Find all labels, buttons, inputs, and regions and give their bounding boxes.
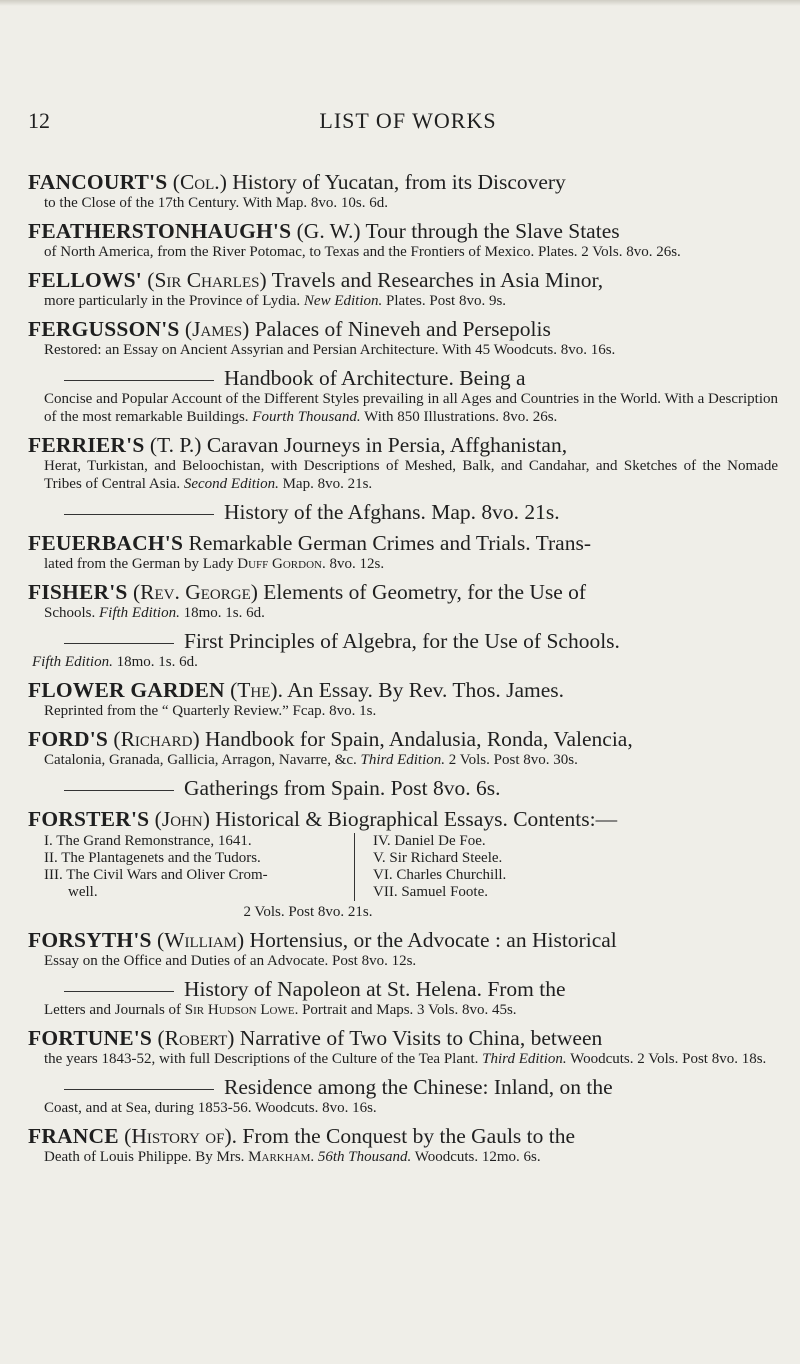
work-title: Tour through the Slave States [365,219,620,243]
ditto-rule [64,514,214,515]
work-detail: 2 Vols. Post 8vo. 21s. [243,904,373,920]
work-title: History of the Afghans. Map. 8vo. 21s. [224,500,560,524]
work-title: History of Yucatan, from its Discovery [232,170,566,194]
author-name: FERGUSSON'S [28,317,180,341]
work-title: Caravan Journeys in Persia, Affghanistan, [206,433,568,457]
list-item: FORTUNE'S (Robert) Narrative of Two Visits to China, between the years 1843-52, with full Descriptions of the Culture of the Tea Plant. Third Edition. Woodcuts. 2 Vols. Post 8vo. 18s. [28,1026,778,1068]
work-detail: Fifth Edition. 18mo. 1s. 6d. [32,654,198,670]
work-title: Remarkable German Crimes and Trials. Trans- [188,531,591,555]
works-list [28,170,778,1173]
author-paren: John [161,807,203,831]
work-title: Gatherings from Spain. Post 8vo. 6s. [184,776,501,800]
work-title: Residence among the Chinese: Inland, on the [224,1075,613,1099]
author-paren: William [164,928,237,952]
list-item [28,629,778,671]
work-detail: to the Close of the 17th Century. With Map. 8vo. 10s. 6d. [44,195,388,211]
author-paren: G. W. [303,219,354,243]
work-detail: more particularly in the Province of Lydia. New Edition. Plates. Post 8vo. 9s. [44,293,507,309]
author-paren: James [192,317,243,341]
work-detail: Reprinted from the “ Quarterly Review.” Fcap. 8vo. 1s. [44,703,377,719]
contents-table [28,833,778,901]
author-name: FEATHERSTONHAUGH'S [28,219,292,243]
author-name: FISHER'S [28,580,128,604]
author-name: FERRIER'S [28,433,145,457]
list-item: FISHER'S (Rev. George) Elements of Geometry, for the Use of Schools. Fifth Edition. 18mo. 1s. 6d. [28,580,778,622]
page-number: 12 [28,108,50,133]
work-detail: Schools. Fifth Edition. 18mo. 1s. 6d. [44,605,265,621]
author-name: FORSYTH'S [28,928,152,952]
work-title: Handbook for Spain, Andalusia, Ronda, Valencia, [204,727,633,751]
ditto-rule [64,380,214,381]
list-item [28,977,778,1019]
author-paren: History of [131,1124,225,1148]
running-title: LIST OF WORKS [319,108,497,133]
ditto-rule [64,991,174,992]
page-header [28,108,788,138]
list-item: FEATHERSTONHAUGH'S (G. W.) Tour through the Slave States of North America, from the River Potomac, to Texas and the Frontiers of Mexico. Plates. 2 Vols. 8vo. 26s. [28,219,778,261]
work-title: Hortensius, or the Advocate : an Historical [249,928,617,952]
author-paren: Richard [120,727,193,751]
ditto-rule [64,790,174,791]
work-detail: Essay on the Office and Duties of an Advocate. Post 8vo. 12s. [44,953,417,969]
list-item: FRANCE (History of). From the Conquest by the Gauls to the Death of Louis Philippe. By Mrs. Markham. 56th Thousand. Woodcuts. 12mo. 6s. [28,1124,778,1166]
work-detail: Catalonia, Granada, Gallicia, Arragon, Navarre, &c. Third Edition. 2 Vols. Post 8vo. 30s. [44,752,578,768]
work-detail: Coast, and at Sea, during 1853-56. Woodcuts. 8vo. 16s. [44,1100,377,1116]
list-item [28,366,778,426]
work-detail: of North America, from the River Potomac, to Texas and the Frontiers of Mexico. Plates. 2 Vols. 8vo. 26s. [44,244,681,260]
list-item: FELLOWS' (Sir Charles) Travels and Researches in Asia Minor, more particularly in the Province of Lydia. New Edition. Plates. Post 8vo. 9s. [28,268,778,310]
author-paren: Robert [164,1026,228,1050]
list-item: FERRIER'S (T. P.) Caravan Journeys in Persia, Affghanistan, Herat, Turkistan, and Beloochistan, with Descriptions of Meshed, Balk, and Candahar, and Sketches of the Nomade Tribes of Central Asia. Second Edition. Map. 8vo. 21s. [28,433,778,492]
work-title: An Essay. By Rev. Thos. James. [287,678,565,702]
ditto-rule [64,643,174,644]
list-item: FORSYTH'S (William) Hortensius, or the Advocate : an Historical Essay on the Office and Duties of an Advocate. Post 8vo. 12s. [28,928,778,970]
author-paren: Rev. George [140,580,251,604]
list-item: FORSTER'S (John) Historical & Biographical Essays. Contents:— I. The Grand Remonstrance, 1641. II. The Plantagenets and the Tudors. III. The Civil Wars and Oliver Crom- well. IV. Daniel De Foe. V. Sir Richard Steele. VI. Charles Churchill. VII. Samuel Foote. 2 Vols. Post 8vo. 21s. [28,807,778,921]
list-item [28,531,778,573]
work-title: Palaces of Nineveh and Persepolis [254,317,551,341]
list-item [28,500,778,524]
work-title: Travels and Researches in Asia Minor, [271,268,604,292]
work-title: From the Conquest by the Gauls to the [242,1124,576,1148]
work-detail: Letters and Journals of Sir Hudson Lowe. Portrait and Maps. 3 Vols. 8vo. 45s. [44,1002,517,1018]
work-detail: Herat, Turkistan, and Beloochistan, with Descriptions of Meshed, Balk, and Candahar, and Sketches of the Nomade Tribes of Central Asia. Second Edition. Map. 8vo. 21s. [44,458,778,492]
author-paren: The [237,678,271,702]
author-name: FORSTER'S [28,807,150,831]
work-detail: Concise and Popular Account of the Different Styles prevailing in all Ages and Countries in the World. With a Description of the most remarkable Buildings. Fourth Thousand. With 850 Illustrations. 8vo. 26s. [44,391,778,425]
author-name: FANCOURT'S [28,170,168,194]
work-title: First Principles of Algebra, for the Use of Schools. [184,629,620,653]
author-name: FORTUNE'S [28,1026,153,1050]
author-paren: T. P. [157,433,195,457]
book-page [28,0,800,1364]
work-detail: Death of Louis Philippe. By Mrs. Markham. 56th Thousand. Woodcuts. 12mo. 6s. [44,1149,541,1165]
work-detail: Restored: an Essay on Ancient Assyrian and Persian Architecture. With 45 Woodcuts. 8vo. 16s. [44,342,616,358]
author-name: FELLOWS' [28,268,142,292]
contents-left-column: I. The Grand Remonstrance, 1641. II. The Plantagenets and the Tudors. III. The Civil Wars and Oliver Crom- well. [44,833,355,901]
work-title: Handbook of Architecture. Being a [224,366,526,390]
author-name: FLOWER GARDEN [28,678,225,702]
ditto-rule [64,1089,214,1090]
work-detail: the years 1843-52, with full Descriptions of the Culture of the Tea Plant. Third Edition. Woodcuts. 2 Vols. Post 8vo. 18s. [44,1051,767,1067]
list-item: FLOWER GARDEN (The). An Essay. By Rev. Thos. James. Reprinted from the “ Quarterly Review.” Fcap. 8vo. 1s. [28,678,778,720]
work-title: Elements of Geometry, for the Use of [263,580,587,604]
author-paren: Sir Charles [154,268,260,292]
author-name: FORD'S [28,727,109,751]
list-item [28,776,778,800]
author-paren: Col. [179,170,220,194]
contents-right-column: IV. Daniel De Foe. V. Sir Richard Steele. VI. Charles Churchill. VII. Samuel Foote. [373,833,507,900]
author-name: FRANCE [28,1124,119,1148]
list-item: FANCOURT'S (Col.) History of Yucatan, from its Discovery to the Close of the 17th Century. With Map. 8vo. 10s. 6d. [28,170,778,212]
work-title: Narrative of Two Visits to China, between [239,1026,603,1050]
work-detail: lated from the German by Lady Duff Gordon. 8vo. 12s. [44,556,385,572]
author-name: FEUERBACH'S [28,531,184,555]
list-item: FORD'S (Richard) Handbook for Spain, Andalusia, Ronda, Valencia, Catalonia, Granada, Gallicia, Arragon, Navarre, &c. Third Edition. 2 Vols. Post 8vo. 30s. [28,727,778,769]
list-item: FERGUSSON'S (James) Palaces of Nineveh and Persepolis Restored: an Essay on Ancient Assyrian and Persian Architecture. With 45 Woodcuts. 8vo. 16s. [28,317,778,359]
list-item [28,1075,778,1117]
work-title: History of Napoleon at St. Helena. From the [184,977,566,1001]
work-title: Historical & Biographical Essays. Contents:— [215,807,618,831]
